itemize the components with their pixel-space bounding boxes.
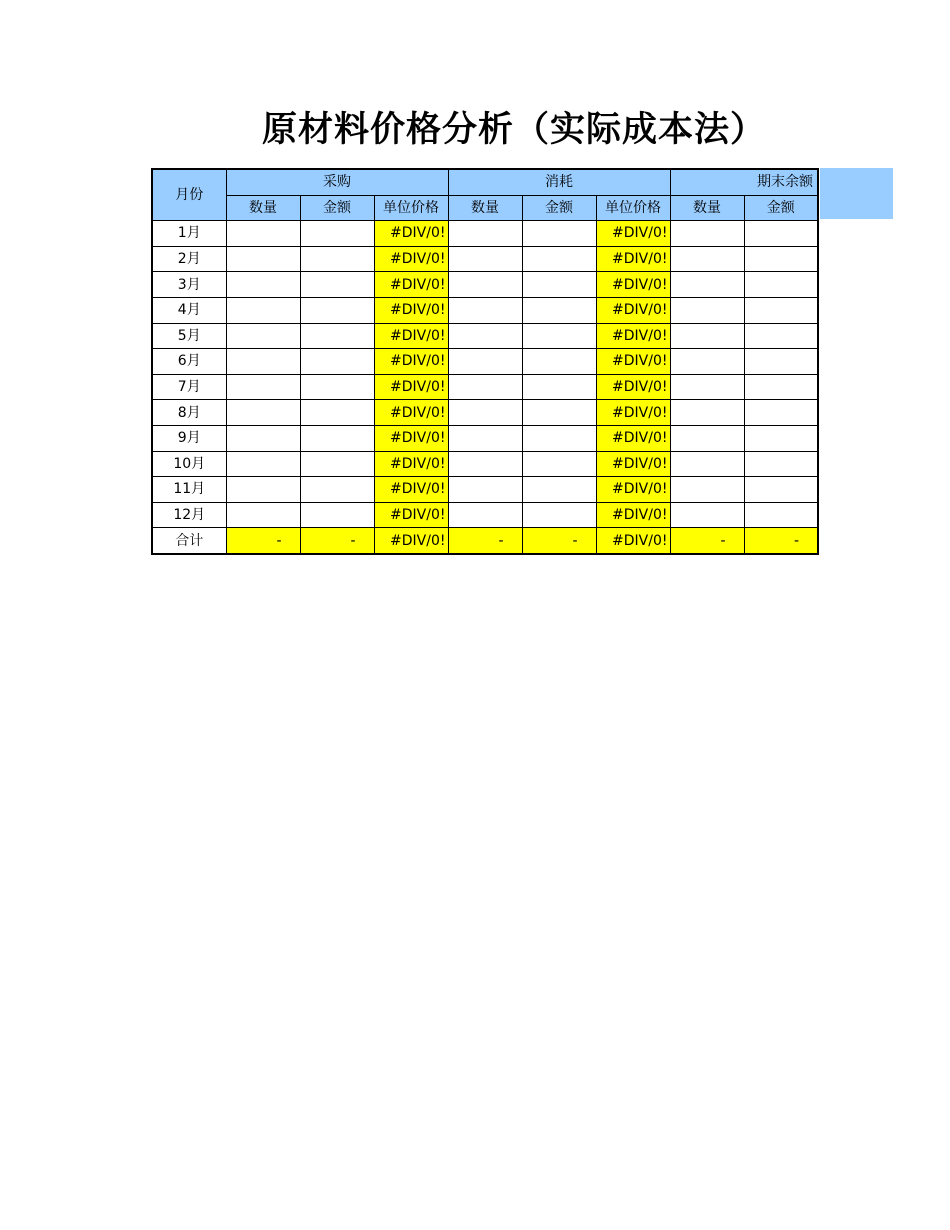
data-cell[interactable] (300, 477, 374, 503)
data-cell[interactable] (448, 323, 522, 349)
month-header[interactable]: 月份 (152, 169, 226, 221)
data-cell[interactable] (448, 297, 522, 323)
unit-price-cell[interactable]: #DIV/0! (596, 502, 670, 528)
data-cell[interactable] (522, 425, 596, 451)
header-fill-overflow (820, 168, 893, 219)
data-cell[interactable] (522, 400, 596, 426)
data-cell[interactable] (670, 451, 744, 477)
month-cell[interactable]: 2月 (152, 246, 226, 272)
data-cell[interactable] (744, 221, 818, 247)
data-cell[interactable] (744, 400, 818, 426)
sub-header-cell[interactable]: 单位价格 (596, 195, 670, 221)
total-cell[interactable]: - (522, 528, 596, 554)
unit-price-cell[interactable]: #DIV/0! (374, 374, 448, 400)
month-cell[interactable]: 8月 (152, 400, 226, 426)
sub-header-cell[interactable]: 金额 (744, 195, 818, 221)
unit-price-cell[interactable]: #DIV/0! (374, 502, 448, 528)
group-header-purchase[interactable]: 采购 (226, 169, 448, 195)
data-cell[interactable] (522, 502, 596, 528)
table-row (152, 221, 818, 247)
table-row (152, 246, 818, 272)
unit-price-cell[interactable]: #DIV/0! (374, 297, 448, 323)
unit-price-cell[interactable]: #DIV/0! (596, 349, 670, 375)
data-cell[interactable] (744, 349, 818, 375)
month-cell[interactable]: 6月 (152, 349, 226, 375)
total-cell[interactable]: - (448, 528, 522, 554)
data-cell[interactable] (744, 477, 818, 503)
month-cell[interactable]: 12月 (152, 502, 226, 528)
data-cell[interactable] (744, 502, 818, 528)
total-label[interactable]: 合计 (152, 528, 226, 554)
data-cell[interactable] (226, 221, 300, 247)
unit-price-cell[interactable]: #DIV/0! (596, 297, 670, 323)
table-row (152, 374, 818, 400)
sub-header-cell[interactable]: 数量 (226, 195, 300, 221)
unit-price-cell[interactable]: #DIV/0! (596, 323, 670, 349)
data-cell[interactable] (226, 400, 300, 426)
data-cell[interactable] (448, 246, 522, 272)
data-cell[interactable] (670, 297, 744, 323)
data-cell[interactable] (300, 425, 374, 451)
data-cell[interactable] (448, 502, 522, 528)
data-cell[interactable] (300, 374, 374, 400)
table-row (152, 272, 818, 298)
data-cell[interactable] (670, 221, 744, 247)
table-row (152, 502, 818, 528)
data-cell[interactable] (522, 374, 596, 400)
data-cell[interactable] (522, 297, 596, 323)
data-cell[interactable] (522, 451, 596, 477)
unit-price-cell[interactable]: #DIV/0! (596, 246, 670, 272)
unit-price-cell[interactable]: #DIV/0! (596, 425, 670, 451)
data-cell[interactable] (670, 374, 744, 400)
data-cell[interactable] (522, 323, 596, 349)
unit-price-cell[interactable]: #DIV/0! (596, 221, 670, 247)
data-cell[interactable] (448, 221, 522, 247)
unit-price-cell[interactable]: #DIV/0! (596, 477, 670, 503)
data-cell[interactable] (226, 374, 300, 400)
month-cell[interactable]: 1月 (152, 221, 226, 247)
table-row (152, 323, 818, 349)
data-cell[interactable] (670, 425, 744, 451)
header-row-groups (152, 169, 818, 195)
data-cell[interactable] (448, 374, 522, 400)
data-cell[interactable] (670, 400, 744, 426)
month-cell[interactable]: 9月 (152, 425, 226, 451)
unit-price-cell[interactable]: #DIV/0! (374, 425, 448, 451)
total-cell[interactable]: - (300, 528, 374, 554)
table-row (152, 425, 818, 451)
data-cell[interactable] (300, 246, 374, 272)
data-cell[interactable] (226, 323, 300, 349)
unit-price-cell[interactable]: #DIV/0! (374, 349, 448, 375)
data-cell[interactable] (522, 246, 596, 272)
data-cell[interactable] (300, 297, 374, 323)
data-cell[interactable] (448, 400, 522, 426)
total-cell[interactable]: - (226, 528, 300, 554)
data-cell[interactable] (226, 272, 300, 298)
data-cell[interactable] (744, 451, 818, 477)
data-cell[interactable] (522, 477, 596, 503)
unit-price-cell[interactable]: #DIV/0! (596, 400, 670, 426)
price-analysis-table (151, 168, 819, 555)
month-cell[interactable]: 4月 (152, 297, 226, 323)
total-row (152, 528, 818, 554)
unit-price-cell[interactable]: #DIV/0! (596, 272, 670, 298)
data-cell[interactable] (670, 502, 744, 528)
table-row (152, 400, 818, 426)
unit-price-cell[interactable]: #DIV/0! (596, 374, 670, 400)
data-cell[interactable] (670, 477, 744, 503)
data-cell[interactable] (226, 477, 300, 503)
unit-price-cell[interactable]: #DIV/0! (374, 221, 448, 247)
data-cell[interactable] (670, 272, 744, 298)
data-cell[interactable] (448, 272, 522, 298)
month-cell[interactable]: 3月 (152, 272, 226, 298)
sub-header-cell[interactable]: 数量 (448, 195, 522, 221)
data-cell[interactable] (522, 349, 596, 375)
month-cell[interactable]: 7月 (152, 374, 226, 400)
data-cell[interactable] (300, 400, 374, 426)
header-row-sub (152, 195, 818, 221)
unit-price-cell[interactable]: #DIV/0! (374, 246, 448, 272)
data-cell[interactable] (448, 477, 522, 503)
data-cell[interactable] (744, 297, 818, 323)
data-cell[interactable] (300, 323, 374, 349)
data-cell[interactable] (670, 246, 744, 272)
data-cell[interactable] (226, 349, 300, 375)
data-cell[interactable] (744, 323, 818, 349)
sub-header-cell[interactable]: 数量 (670, 195, 744, 221)
total-unit-price-cell[interactable]: #DIV/0! (374, 528, 448, 554)
total-unit-price-cell[interactable]: #DIV/0! (596, 528, 670, 554)
unit-price-cell[interactable]: #DIV/0! (374, 272, 448, 298)
total-cell[interactable]: - (744, 528, 818, 554)
data-cell[interactable] (522, 272, 596, 298)
unit-price-cell[interactable]: #DIV/0! (374, 451, 448, 477)
data-cell[interactable] (300, 502, 374, 528)
data-cell[interactable] (744, 374, 818, 400)
data-cell[interactable] (226, 451, 300, 477)
unit-price-cell[interactable]: #DIV/0! (596, 451, 670, 477)
data-cell[interactable] (670, 323, 744, 349)
unit-price-cell[interactable]: #DIV/0! (374, 477, 448, 503)
data-cell[interactable] (448, 349, 522, 375)
unit-price-cell[interactable]: #DIV/0! (374, 323, 448, 349)
data-cell[interactable] (226, 425, 300, 451)
data-cell[interactable] (300, 221, 374, 247)
data-cell[interactable] (744, 272, 818, 298)
data-cell[interactable] (448, 451, 522, 477)
table-row (152, 451, 818, 477)
data-cell[interactable] (300, 272, 374, 298)
page-title: 原材料价格分析（实际成本法） (261, 110, 766, 150)
total-cell[interactable]: - (670, 528, 744, 554)
month-cell[interactable]: 5月 (152, 323, 226, 349)
data-cell[interactable] (744, 246, 818, 272)
group-header-ending-balance[interactable]: 期末余额 (670, 169, 818, 195)
month-cell[interactable]: 11月 (152, 477, 226, 503)
data-cell[interactable] (300, 349, 374, 375)
data-cell[interactable] (448, 425, 522, 451)
table-row (152, 297, 818, 323)
data-cell[interactable] (226, 246, 300, 272)
table-row (152, 349, 818, 375)
sub-header-cell[interactable]: 金额 (300, 195, 374, 221)
data-cell[interactable] (670, 349, 744, 375)
sub-header-cell[interactable]: 金额 (522, 195, 596, 221)
group-header-consumption[interactable]: 消耗 (448, 169, 670, 195)
data-cell[interactable] (522, 221, 596, 247)
sub-header-cell[interactable]: 单位价格 (374, 195, 448, 221)
data-cell[interactable] (300, 451, 374, 477)
data-cell[interactable] (226, 502, 300, 528)
table-row (152, 477, 818, 503)
unit-price-cell[interactable]: #DIV/0! (374, 400, 448, 426)
data-cell[interactable] (226, 297, 300, 323)
data-cell[interactable] (744, 425, 818, 451)
month-cell[interactable]: 10月 (152, 451, 226, 477)
